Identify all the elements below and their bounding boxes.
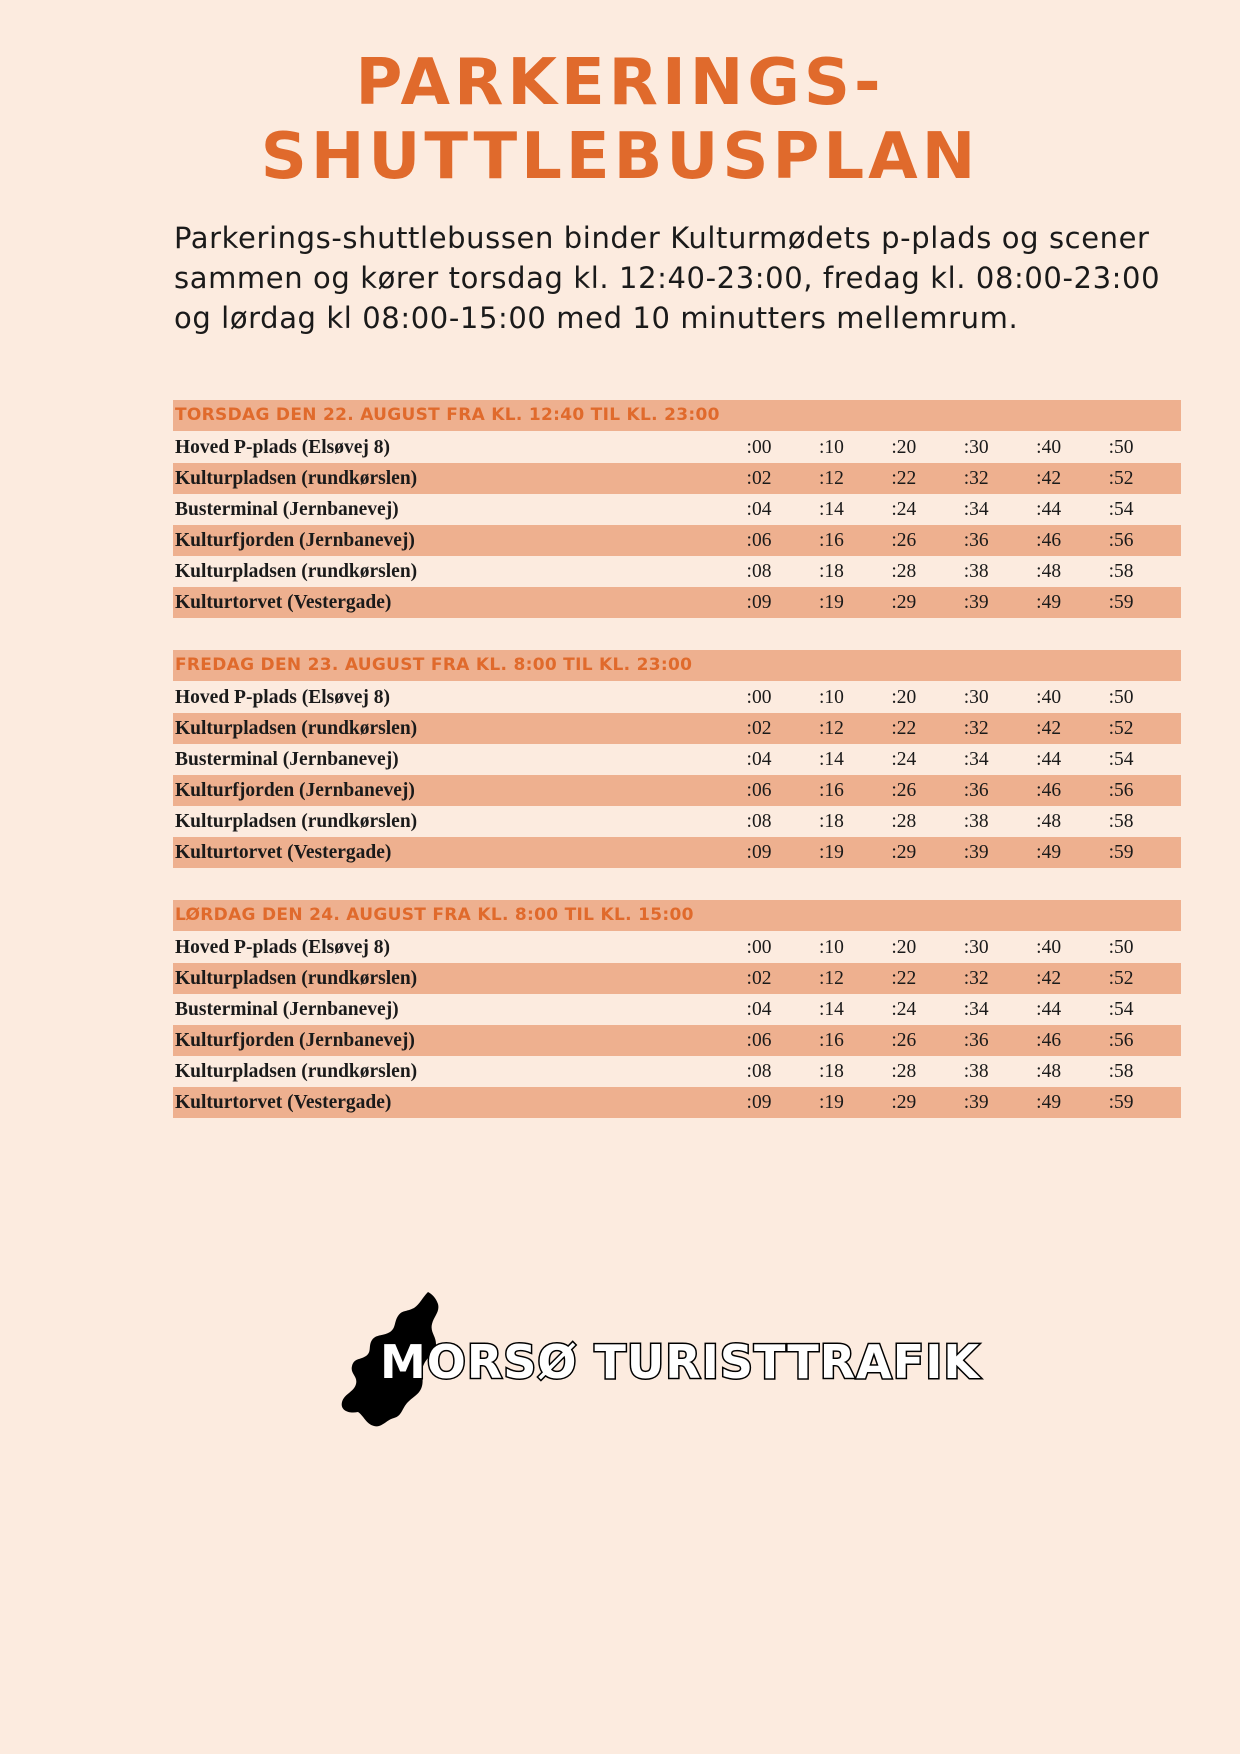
table-row [173,963,1181,994]
departure-time: :54 [1108,998,1134,1020]
departure-time: :12 [818,717,844,739]
schedule-table [173,650,1181,868]
departure-time: :49 [1036,591,1062,613]
departure-time: :19 [818,1091,844,1113]
table-row [173,556,1181,587]
departure-time: :00 [746,436,772,458]
departure-time: :00 [746,686,772,708]
departure-time: :39 [963,1091,989,1113]
departure-time: :19 [818,591,844,613]
departure-time: :04 [746,498,772,520]
departure-time: :06 [746,529,772,551]
departure-time: :46 [1036,779,1062,801]
schedule-heading: LØRDAG DEN 24. AUGUST FRA KL. 8:00 TIL KL. 15:00 [173,900,1181,931]
stop-name: Kulturtorvet (Vestergade) [175,841,392,863]
table-row [173,1056,1181,1087]
departure-time: :29 [891,591,917,613]
table-row [173,837,1181,868]
table-row [173,994,1181,1025]
departure-time: :20 [891,436,917,458]
table-row [173,463,1181,494]
departure-time: :36 [963,1029,989,1051]
departure-time: :44 [1036,498,1062,520]
departure-time: :08 [746,560,772,582]
departure-time: :56 [1108,779,1134,801]
schedule-table [173,400,1181,618]
departure-time: :52 [1108,967,1134,989]
departure-time: :48 [1036,560,1062,582]
departure-time: :10 [818,686,844,708]
departure-time: :30 [963,686,989,708]
stop-name: Busterminal (Jernbanevej) [175,998,399,1020]
departure-time: :28 [891,560,917,582]
departure-time: :59 [1108,841,1134,863]
departure-time: :19 [818,841,844,863]
title-line-1: PARKERINGS- [355,46,885,120]
table-row [173,1087,1181,1118]
table-row [173,682,1181,713]
stop-name: Kulturpladsen (rundkørslen) [175,717,418,739]
departure-time: :09 [746,1091,772,1113]
table-row [173,932,1181,963]
departure-time: :22 [891,467,917,489]
departure-time: :49 [1036,1091,1062,1113]
departure-time: :46 [1036,1029,1062,1051]
departure-time: :14 [818,748,844,770]
stop-name: Hoved P-plads (Elsøvej 8) [175,936,391,958]
table-row [173,494,1181,525]
departure-time: :26 [891,779,917,801]
departure-time: :14 [818,998,844,1020]
schedule-heading: TORSDAG DEN 22. AUGUST FRA KL. 12:40 TIL KL. 23:00 [173,400,1181,431]
logo-text: MORSØ TURISTTRAFIK [380,1335,980,1389]
departure-time: :54 [1108,748,1134,770]
departure-time: :58 [1108,560,1134,582]
departure-time: :58 [1108,1060,1134,1082]
departure-time: :28 [891,1060,917,1082]
departure-time: :24 [891,498,917,520]
departure-time: :38 [963,1060,989,1082]
stop-name: Hoved P-plads (Elsøvej 8) [175,436,391,458]
stop-name: Kulturpladsen (rundkørslen) [175,560,418,582]
departure-time: :20 [891,686,917,708]
table-row [173,587,1181,618]
departure-time: :00 [746,936,772,958]
departure-time: :18 [818,1060,844,1082]
departure-time: :52 [1108,467,1134,489]
departure-time: :42 [1036,967,1062,989]
departure-time: :42 [1036,467,1062,489]
departure-time: :12 [818,467,844,489]
stop-name: Kulturpladsen (rundkørslen) [175,1060,418,1082]
table-row [173,744,1181,775]
departure-time: :24 [891,998,917,1020]
departure-time: :59 [1108,1091,1134,1113]
departure-time: :50 [1108,936,1134,958]
departure-time: :26 [891,1029,917,1051]
stop-name: Kulturpladsen (rundkørslen) [175,810,418,832]
departure-time: :56 [1108,529,1134,551]
stop-name: Kulturtorvet (Vestergade) [175,591,392,613]
departure-time: :12 [818,967,844,989]
schedule-table [173,900,1181,1118]
table-row [173,1025,1181,1056]
departure-time: :28 [891,810,917,832]
departure-time: :46 [1036,529,1062,551]
title-line-2: SHUTTLEBUSPLAN [260,120,980,194]
departure-time: :02 [746,967,772,989]
departure-time: :36 [963,529,989,551]
departure-time: :10 [818,936,844,958]
departure-time: :50 [1108,686,1134,708]
departure-time: :34 [963,748,989,770]
stop-name: Kulturpladsen (rundkørslen) [175,467,418,489]
departure-time: :58 [1108,810,1134,832]
intro-text: Parkerings-shuttlebussen binder Kulturmødets p-plads og scener sammen og kører torsdag kl. 12:40-23:00, fredag kl. 08:00-23:00 og lørdag kl 08:00-15:00 med 10 minutters mellemrum. [174,221,1161,335]
departure-time: :09 [746,591,772,613]
stop-name: Kulturpladsen (rundkørslen) [175,967,418,989]
departure-time: :39 [963,841,989,863]
departure-time: :54 [1108,498,1134,520]
stop-name: Kulturfjorden (Jernbanevej) [175,1029,415,1051]
departure-time: :38 [963,560,989,582]
schedule-heading: FREDAG DEN 23. AUGUST FRA KL. 8:00 TIL KL. 23:00 [173,650,1181,681]
departure-time: :16 [818,1029,844,1051]
departure-time: :02 [746,717,772,739]
departure-time: :29 [891,841,917,863]
departure-time: :50 [1108,436,1134,458]
departure-time: :22 [891,717,917,739]
logo [336,1290,980,1430]
departure-time: :10 [818,436,844,458]
departure-time: :34 [963,998,989,1020]
departure-time: :42 [1036,717,1062,739]
departure-time: :06 [746,1029,772,1051]
page-title [0,46,1240,194]
departure-time: :59 [1108,591,1134,613]
stop-name: Kulturtorvet (Vestergade) [175,1091,392,1113]
departure-time: :20 [891,936,917,958]
table-row [173,806,1181,837]
departure-time: :26 [891,529,917,551]
departure-time: :34 [963,498,989,520]
departure-time: :44 [1036,998,1062,1020]
departure-time: :39 [963,591,989,613]
departure-time: :04 [746,998,772,1020]
departure-time: :32 [963,967,989,989]
departure-time: :30 [963,436,989,458]
departure-time: :40 [1036,686,1062,708]
departure-time: :38 [963,810,989,832]
departure-time: :44 [1036,748,1062,770]
departure-time: :49 [1036,841,1062,863]
departure-time: :56 [1108,1029,1134,1051]
departure-time: :32 [963,467,989,489]
departure-time: :24 [891,748,917,770]
departure-time: :40 [1036,436,1062,458]
departure-time: :30 [963,936,989,958]
departure-time: :18 [818,560,844,582]
departure-time: :29 [891,1091,917,1113]
departure-time: :06 [746,779,772,801]
departure-time: :48 [1036,810,1062,832]
departure-time: :14 [818,498,844,520]
departure-time: :08 [746,1060,772,1082]
table-row [173,525,1181,556]
departure-time: :22 [891,967,917,989]
departure-time: :04 [746,748,772,770]
departure-time: :18 [818,810,844,832]
departure-time: :08 [746,810,772,832]
stop-name: Kulturfjorden (Jernbanevej) [175,529,415,551]
stop-name: Hoved P-plads (Elsøvej 8) [175,686,391,708]
stop-name: Kulturfjorden (Jernbanevej) [175,779,415,801]
departure-time: :52 [1108,717,1134,739]
table-row [173,432,1181,463]
departure-time: :02 [746,467,772,489]
departure-time: :48 [1036,1060,1062,1082]
stop-name: Busterminal (Jernbanevej) [175,748,399,770]
departure-time: :36 [963,779,989,801]
departure-time: :32 [963,717,989,739]
table-row [173,713,1181,744]
stop-name: Busterminal (Jernbanevej) [175,498,399,520]
departure-time: :09 [746,841,772,863]
table-row [173,775,1181,806]
departure-time: :40 [1036,936,1062,958]
departure-time: :16 [818,529,844,551]
departure-time: :16 [818,779,844,801]
